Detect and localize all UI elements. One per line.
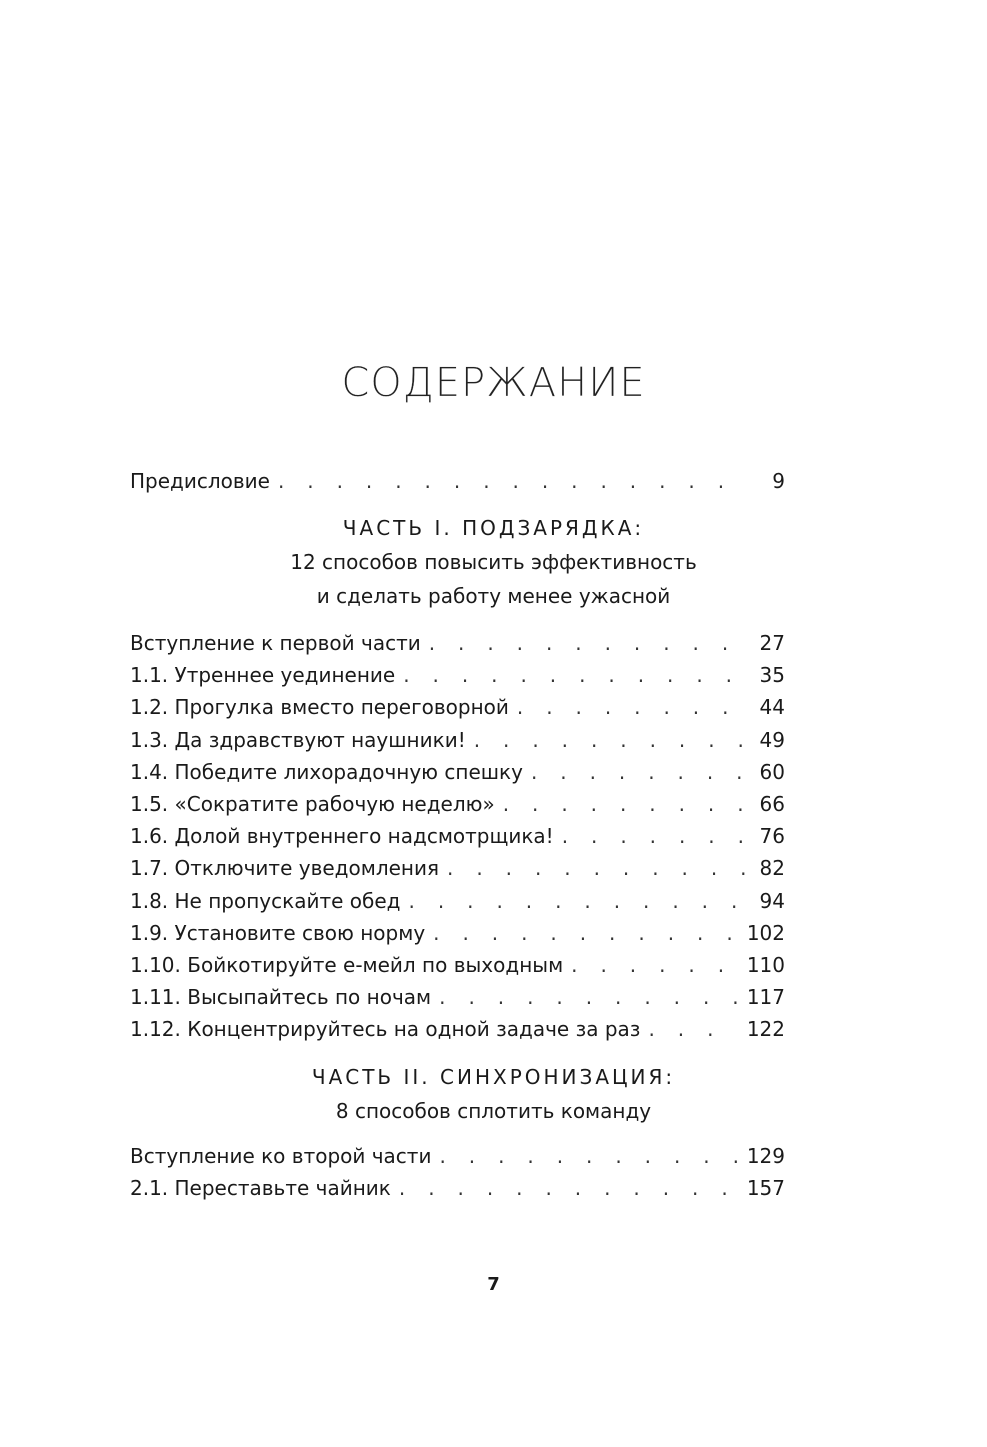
dot-leader	[439, 981, 737, 1013]
toc-entry-label: 1.6. Долой внутреннего надсмотрщика!	[130, 824, 554, 849]
toc-entry-label: 2.1. Переставьте чайник	[130, 1176, 391, 1201]
toc-entry-page: 27	[759, 631, 785, 655]
toc-preface	[130, 465, 785, 497]
dot-leader	[399, 1172, 737, 1204]
part2-subtitle-line1: 8 способов сплотить команду	[335, 1099, 652, 1123]
part1-subtitle-line1: 12 способов повысить эффективность	[290, 550, 697, 574]
toc-entry-label: 1.2. Прогулка вместо переговорной	[130, 695, 509, 720]
part2-title: ЧАСТЬ II. СИНХРОНИЗАЦИЯ:	[311, 1065, 676, 1089]
part1-subtitle-line2: и сделать работу менее ужасной	[316, 584, 671, 608]
toc-entry[interactable]	[130, 917, 785, 949]
toc-entry[interactable]	[130, 627, 785, 659]
toc-part2-list	[130, 1140, 785, 1204]
toc-entry-page: 122	[746, 1017, 785, 1042]
dot-leader	[433, 917, 737, 949]
dot-leader	[278, 465, 745, 497]
dot-leader	[531, 756, 745, 788]
toc-entry[interactable]	[130, 756, 785, 788]
toc-entry-preface[interactable]	[130, 465, 785, 497]
toc-entry-label: Предисловие	[130, 469, 270, 493]
dot-leader	[517, 691, 745, 723]
toc-part1-list	[130, 627, 785, 1045]
toc-entry-page: 110	[746, 952, 785, 977]
dot-leader	[409, 885, 746, 917]
dot-leader	[429, 627, 745, 659]
toc-entry-label: Вступление ко второй части	[130, 1144, 432, 1168]
toc-entry-page: 76	[759, 824, 785, 849]
toc-entry-label: 1.5. «Сократите рабочую неделю»	[130, 791, 495, 816]
toc-entry[interactable]	[130, 981, 785, 1013]
toc-entry-page: 60	[759, 759, 785, 784]
toc-entry-label: 1.4. Победите лихорадочную спешку	[130, 759, 523, 784]
dot-leader	[648, 1013, 736, 1045]
toc-entry[interactable]	[130, 659, 785, 691]
toc-entry-label: 1.3. Да здравствуют наушники!	[130, 727, 466, 752]
toc-entry-label: 1.8. Не пропускайте обед	[130, 888, 401, 913]
toc-entry[interactable]	[130, 1172, 785, 1204]
toc-entry[interactable]	[130, 691, 785, 723]
dot-leader	[439, 1140, 736, 1172]
toc-entry-label: 1.7. Отключите уведомления	[130, 856, 440, 881]
page-number: 7	[487, 1274, 500, 1295]
toc-entry[interactable]	[130, 885, 785, 917]
toc-entry-label: 1.1. Утреннее уединение	[130, 663, 396, 688]
toc-entry-page: 66	[759, 791, 785, 816]
toc-entry-label: Вступление к первой части	[130, 631, 421, 655]
toc-entry[interactable]	[130, 1013, 785, 1045]
dot-leader	[562, 820, 745, 852]
toc-entry-page: 102	[746, 920, 785, 945]
dot-leader	[571, 949, 737, 981]
toc-entry-page: 157	[746, 1176, 785, 1201]
toc-entry[interactable]	[130, 820, 785, 852]
page-title: СОДЕРЖАНИЕ	[341, 360, 646, 406]
toc-entry-page: 49	[759, 727, 785, 752]
toc-entry[interactable]	[130, 788, 785, 820]
toc-entry[interactable]	[130, 1140, 785, 1172]
toc-entry-label: 1.9. Установите свою норму	[130, 920, 426, 945]
dot-leader	[503, 788, 745, 820]
toc-entry-label: 1.11. Высыпайтесь по ночам	[130, 985, 432, 1010]
toc-entry-page: 129	[746, 1144, 785, 1168]
part2-heading	[0, 1060, 987, 1128]
part1-heading	[0, 511, 987, 613]
dot-leader	[403, 659, 745, 691]
toc-entry-page: 117	[746, 985, 785, 1010]
toc-entry-page: 35	[759, 663, 785, 688]
toc-entry-page: 82	[759, 856, 785, 881]
toc-entry-label: 1.10. Бойкотируйте е-мейл по выходным	[130, 952, 564, 977]
toc-entry-page: 44	[759, 695, 785, 720]
part1-title: ЧАСТЬ I. ПОДЗАРЯДКА:	[342, 516, 645, 540]
toc-entry-label: 1.12. Концентрируйтесь на одной задаче за раз	[130, 1017, 641, 1042]
toc-entry[interactable]	[130, 852, 785, 884]
toc-entry[interactable]	[130, 724, 785, 756]
dot-leader	[447, 852, 745, 884]
toc-entry[interactable]	[130, 949, 785, 981]
toc-entry-page: 94	[759, 888, 785, 913]
toc-entry-page: 9	[772, 469, 785, 493]
dot-leader	[474, 724, 745, 756]
